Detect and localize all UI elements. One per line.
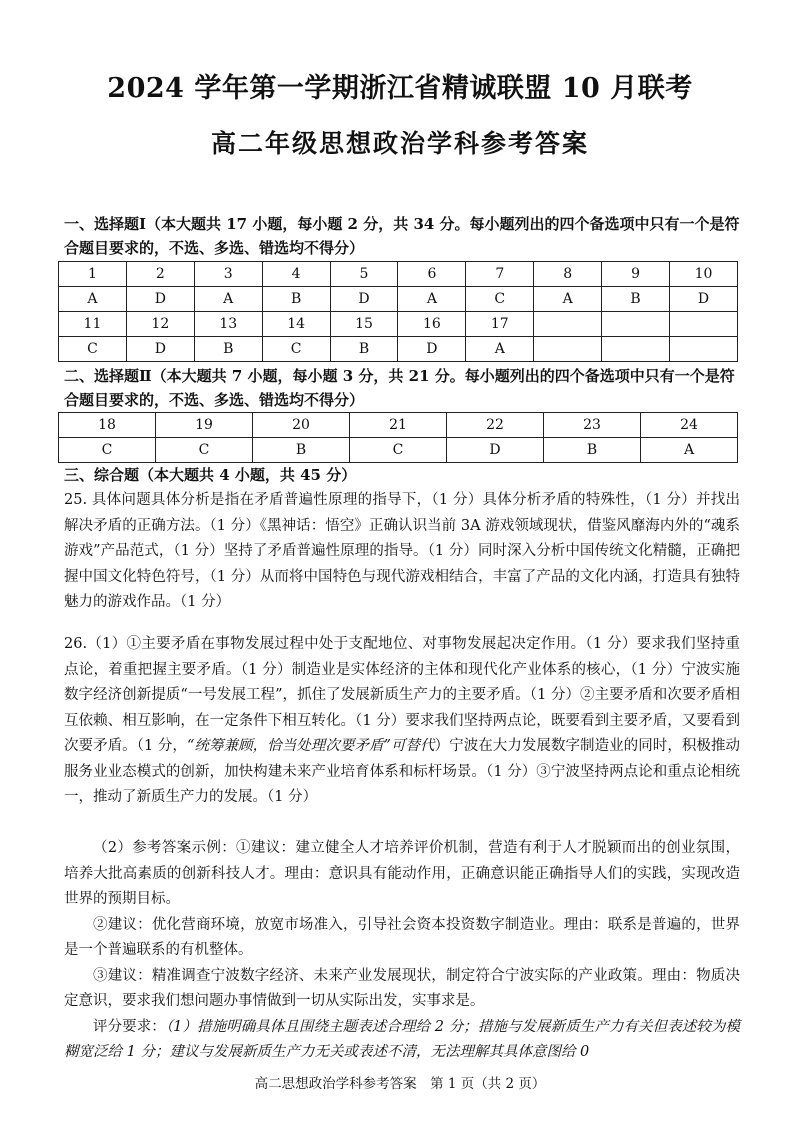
section1-table-cell (602, 312, 670, 337)
section1-table-cell (534, 312, 602, 337)
section2-answer-table (58, 412, 738, 463)
section2-table-row (59, 438, 738, 463)
section1-table-row (59, 262, 738, 287)
section1-table-cell (670, 337, 738, 362)
section1-table-cell: 7 (466, 262, 534, 287)
section1-table-cell: 3 (194, 262, 262, 287)
section2-table-cell: B (253, 438, 350, 463)
section1-table-cell (534, 337, 602, 362)
section1-table-cell: 14 (262, 312, 330, 337)
section1-table-cell: 10 (670, 262, 738, 287)
question-26-part2-answer (64, 836, 740, 1066)
section1-table-cell: D (670, 287, 738, 312)
section1-table-cell: 12 (126, 312, 194, 337)
section1-table-row (59, 312, 738, 337)
section1-table-cell: 16 (398, 312, 466, 337)
section1-table-cell: 2 (126, 262, 194, 287)
section1-table-cell (670, 312, 738, 337)
question-26-part1-answer (64, 632, 740, 811)
section1-answer-table (58, 261, 738, 362)
scoring-label: 评分要求： (93, 1018, 166, 1035)
q26-part2-suggestion-3: ③建议：精准调查宁波数字经济、未来产业发展现状，制定符合宁波实际的产业政策。理由：物质决定意识，要求我们想问题办事情做到一切从实际出发，实事求是。 (64, 967, 740, 1009)
section1-table-cell: A (194, 287, 262, 312)
scoring-requirements (64, 1015, 740, 1066)
section2-table-cell: C (156, 438, 253, 463)
section1-table-cell: D (126, 287, 194, 312)
section1-table-cell: 13 (194, 312, 262, 337)
section1-table-cell: 17 (466, 312, 534, 337)
section1-table-cell: 6 (398, 262, 466, 287)
q26-part1-paragraph (64, 632, 740, 811)
section1-heading: 一、选择题Ⅰ（本大题共 17 小题，每小题 2 分，共 34 分。每小题列出的四个备选项中只有一个是符合题目要求的，不选、多选、错选均不得分） (64, 215, 740, 257)
section1-table-cell: C (466, 287, 534, 312)
section1-table-cell: D (330, 287, 398, 312)
section1-table-cell: B (262, 287, 330, 312)
section2-table-cell: 22 (447, 413, 544, 438)
q26-part1-text-a: 26.（1）①主要矛盾在事物发展过程中处于支配地位、对事物发展起决定作用。（1 分）要求我们坚持重点论，着重把握主要矛盾。（1 分）制造业是实体经济的主体和现代化产业体系的核心，（1 分）宁波实施数字经济创新提质“一号发展工程”，抓住了发展新质生产力的主要矛盾。（1 分）②主要矛盾和次要矛盾相互依赖、相互影响，在一定条件下相互转化。（1 分）要求我们坚持两点论，既要看到主要矛盾，又要看到次要矛盾。（1 分， (64, 636, 740, 754)
section3-heading: 三、综合题（本大题共 4 小题，共 45 分） (64, 466, 357, 484)
section1-table-cell: 15 (330, 312, 398, 337)
section1-table-cell: A (398, 287, 466, 312)
section2-table-cell: 20 (253, 413, 350, 438)
section2-table-cell: B (544, 438, 641, 463)
section2-table-cell: 23 (544, 413, 641, 438)
section1-table-cell: 4 (262, 262, 330, 287)
section1-table-cell: A (466, 337, 534, 362)
q25-text: 25. 具体问题具体分析是指在矛盾普遍性原理的指导下，（1 分）具体分析矛盾的特殊性，（1 分）并找出解决矛盾的正确方法。（1 分）《黑神话：悟空》正确认识当前 3A 游戏领域现状，借鉴风靡海内外的“魂系游戏”产品范式，（1 分）坚持了矛盾普遍性原理的指导。（1 分）同时深入分析中国传统文化精髓，正确把握中国文化特色符号，（1 分）从而将中国特色与现代游戏相结合，丰富了产品的文化内涵，打造具有独特魅力的游戏作品。（1 分） (64, 492, 740, 610)
section1-table-cell: D (398, 337, 466, 362)
section1-table-row (59, 287, 738, 312)
section2-table-cell: A (641, 438, 738, 463)
section1-table-cell: 9 (602, 262, 670, 287)
section1-table-cell: C (59, 337, 127, 362)
section1-table-row (59, 337, 738, 362)
section2-heading: 二、选择题Ⅱ（本大题共 7 小题，每小题 3 分，共 21 分。每小题列出的四个备选项中只有一个是符合题目要求的，不选、多选、错选均不得分） (64, 367, 735, 409)
section1-table-cell: B (194, 337, 262, 362)
section1-table-cell: B (330, 337, 398, 362)
section1-table-cell: 5 (330, 262, 398, 287)
section2-table-cell: 18 (59, 413, 156, 438)
section2-table-cell: C (59, 438, 156, 463)
section2-table-cell: 19 (156, 413, 253, 438)
page-footer: 高二思想政治学科参考答案 第 1 页（共 2 页） (254, 1076, 546, 1092)
section1-table-cell: B (602, 287, 670, 312)
q26-part1-text-b: ）宁波在大力发展数字制造业的同时，积极推动服务业业态模式的创新，加快构建未来产业培育体系和标杆场景。（1 分）③宁波坚持两点论和重点论相统一，推动了新质生产力的发展。（1 分） (64, 738, 740, 805)
section1-table-cell: 11 (59, 312, 127, 337)
section1-table-cell: A (59, 287, 127, 312)
question-25-answer (64, 488, 740, 616)
q26-part2-suggestion-1: （2）参考答案示例：①建议：建立健全人才培养评价机制，营造有利于人才脱颖而出的创业氛围，培养大批高素质的创新科技人才。理由：意识具有能动作用，正确意识能正确指导人们的实践，实现改造世界的预期目标。 (64, 840, 740, 907)
q26-part1-italic-note: “统筹兼顾，恰当处理次要矛盾”可替代 (186, 738, 435, 754)
section2-table-cell: D (447, 438, 544, 463)
section1-table-cell (602, 337, 670, 362)
section2-table-row (59, 413, 738, 438)
scoring-text: （1）措施明确具体且围绕主题表述合理给 2 分；措施与发展新质生产力有关但表述较为模糊宽泛给 1 分；建议与发展新质生产力无关或表述不清，无法理解其具体意图给 0 (64, 1018, 740, 1060)
page-title: 2024 学年第一学期浙江省精诚联盟 10 月联考 (107, 73, 693, 104)
q26-part2-suggestion-2: ②建议：优化营商环境，放宽市场准入，引导社会资本投资数字制造业。理由：联系是普遍的，世界是一个普遍联系的有机整体。 (64, 916, 740, 958)
section2-table-cell: 21 (350, 413, 447, 438)
section2-table-cell: 24 (641, 413, 738, 438)
section1-table-cell: 1 (59, 262, 127, 287)
section2-table-cell: C (350, 438, 447, 463)
section1-table-cell: A (534, 287, 602, 312)
page-subtitle: 高二年级思想政治学科参考答案 (210, 129, 589, 158)
section1-table-cell: C (262, 337, 330, 362)
section1-table-cell: 8 (534, 262, 602, 287)
section1-table-cell: D (126, 337, 194, 362)
